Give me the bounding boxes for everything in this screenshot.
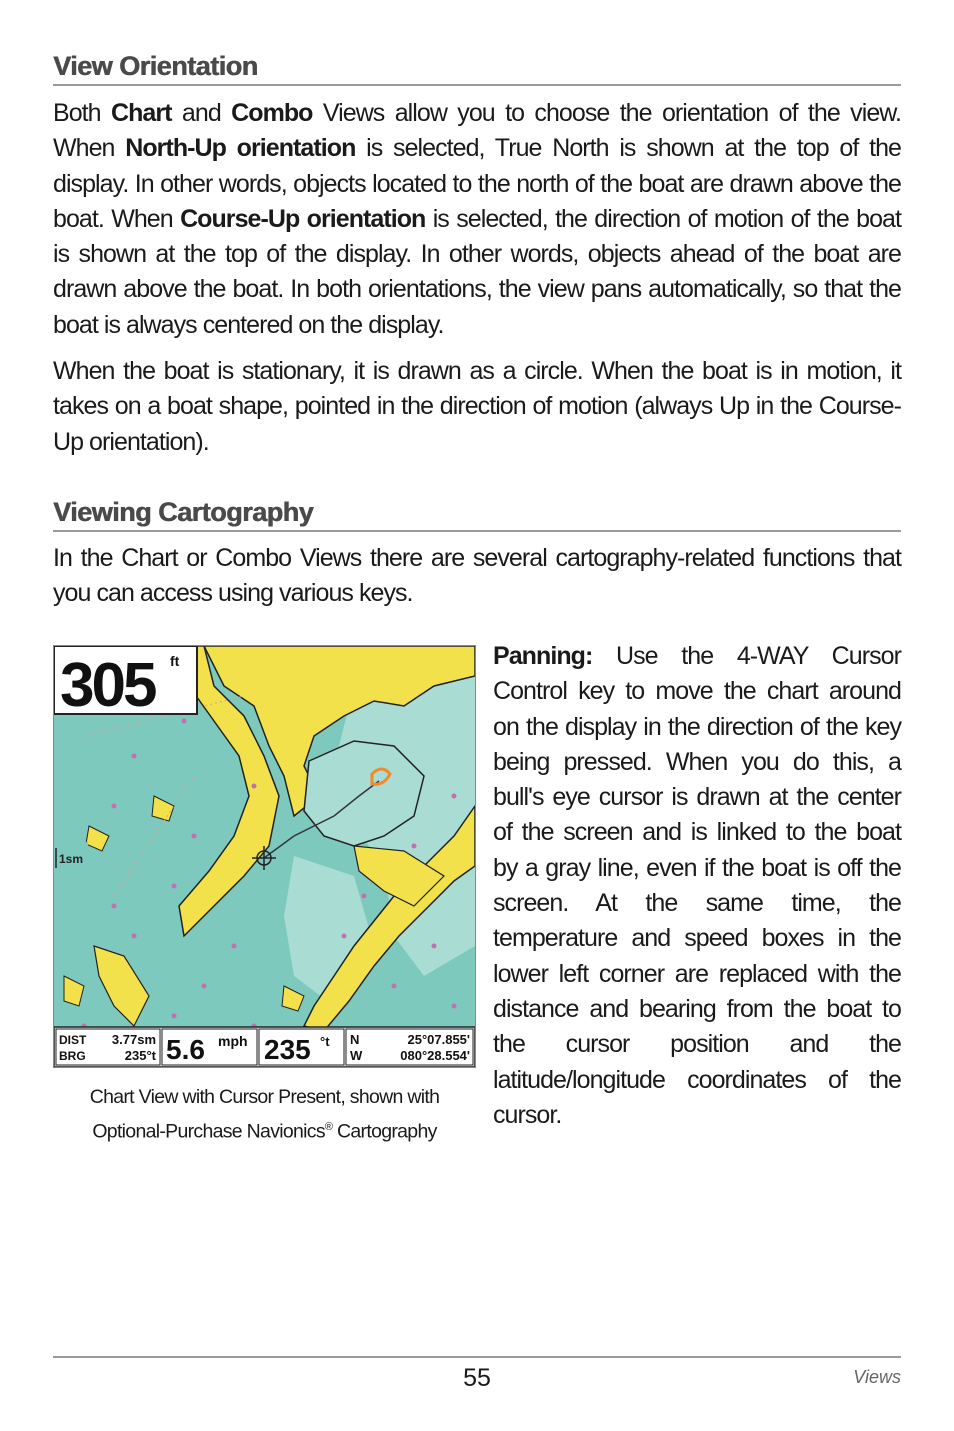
speed-value: 5.6: [166, 1034, 205, 1065]
section-heading-viewing-cartography: Viewing Cartography: [53, 496, 901, 532]
lat-value: 25°07.855': [407, 1032, 470, 1047]
text-run: is selected, the direction of motion of the boat is shown at the top of the display. In other words, objects ahead of the boat are drawn above the boat. In both orientations, the view pans automatically, so that the boat is always centered on the display.: [53, 204, 901, 339]
dist-label: DIST: [59, 1033, 87, 1047]
registered-mark: ®: [324, 1121, 333, 1133]
heading-value: 235: [264, 1034, 311, 1065]
bold-term-course-up: Course-Up orientation: [180, 204, 426, 233]
depth-unit: ft: [170, 653, 180, 669]
text-run: Use the 4-WAY Cursor Control key to move the chart around on the display in the direction of the key being pressed. When you do this, a bull's eye cursor is drawn at the center of the screen and is linked to the boat by a gray line, even if the boat is off the screen. At the same time, the temperature and speed boxes in the lower left corner are replaced with the distance and bearing from the boat to the cursor position and the latitude/longitude coordinates of the cursor.: [493, 642, 901, 1129]
lat-hemisphere: N: [350, 1032, 360, 1047]
text-run: Views allow you to choose the orientation of the view. When: [53, 99, 902, 163]
text-run: Both: [53, 99, 111, 127]
paragraph-orientation: [53, 96, 901, 343]
caption-text: Cartography: [332, 1120, 437, 1143]
text-run: is selected, True North is shown at the top of the display. In other words, objects located to the north of the boat are drawn above the boat. When: [53, 134, 901, 233]
paragraph-cartography-intro: In the Chart or Combo Views there are several cartography-related functions that you can access using various keys.: [53, 544, 901, 608]
paragraph-boat-shape: When the boat is stationary, it is drawn as a circle. When the boat is in motion, it takes on a boat shape, pointed in the direction of motion (always Up in the Course-Up orientation).: [53, 357, 901, 456]
brg-value: 235°t: [124, 1048, 156, 1063]
paragraph-panning: [493, 639, 901, 1133]
footer-rule: [53, 1356, 901, 1358]
page-number: 55: [463, 1364, 491, 1392]
depth-value: 305: [60, 651, 155, 720]
text-run: and: [171, 99, 232, 127]
chart-view-map: [54, 646, 475, 1067]
bold-term-north-up: North-Up orientation: [125, 134, 356, 163]
heading-unit: °t: [320, 1034, 330, 1049]
lon-value: 080°28.554': [400, 1048, 470, 1063]
bold-term-panning: Panning:: [493, 642, 593, 670]
section-heading-view-orientation: View Orientation: [53, 50, 901, 86]
bold-term-combo: Combo: [231, 99, 313, 127]
caption-text: Optional-Purchase Navionics: [92, 1120, 325, 1143]
chart-view-screenshot: [53, 645, 476, 1068]
figure-caption: [53, 1082, 476, 1147]
caption-line-2: [53, 1112, 476, 1147]
lon-hemisphere: W: [350, 1048, 363, 1063]
caption-line-1: Chart View with Cursor Present, shown with: [89, 1086, 440, 1108]
dist-value: 3.77sm: [111, 1032, 156, 1047]
speed-unit: mph: [218, 1033, 248, 1049]
bold-term-chart: Chart: [111, 99, 172, 127]
scale-label: 1sm: [59, 852, 84, 866]
brg-label: BRG: [59, 1049, 86, 1063]
footer-section-name: Views: [853, 1367, 901, 1387]
